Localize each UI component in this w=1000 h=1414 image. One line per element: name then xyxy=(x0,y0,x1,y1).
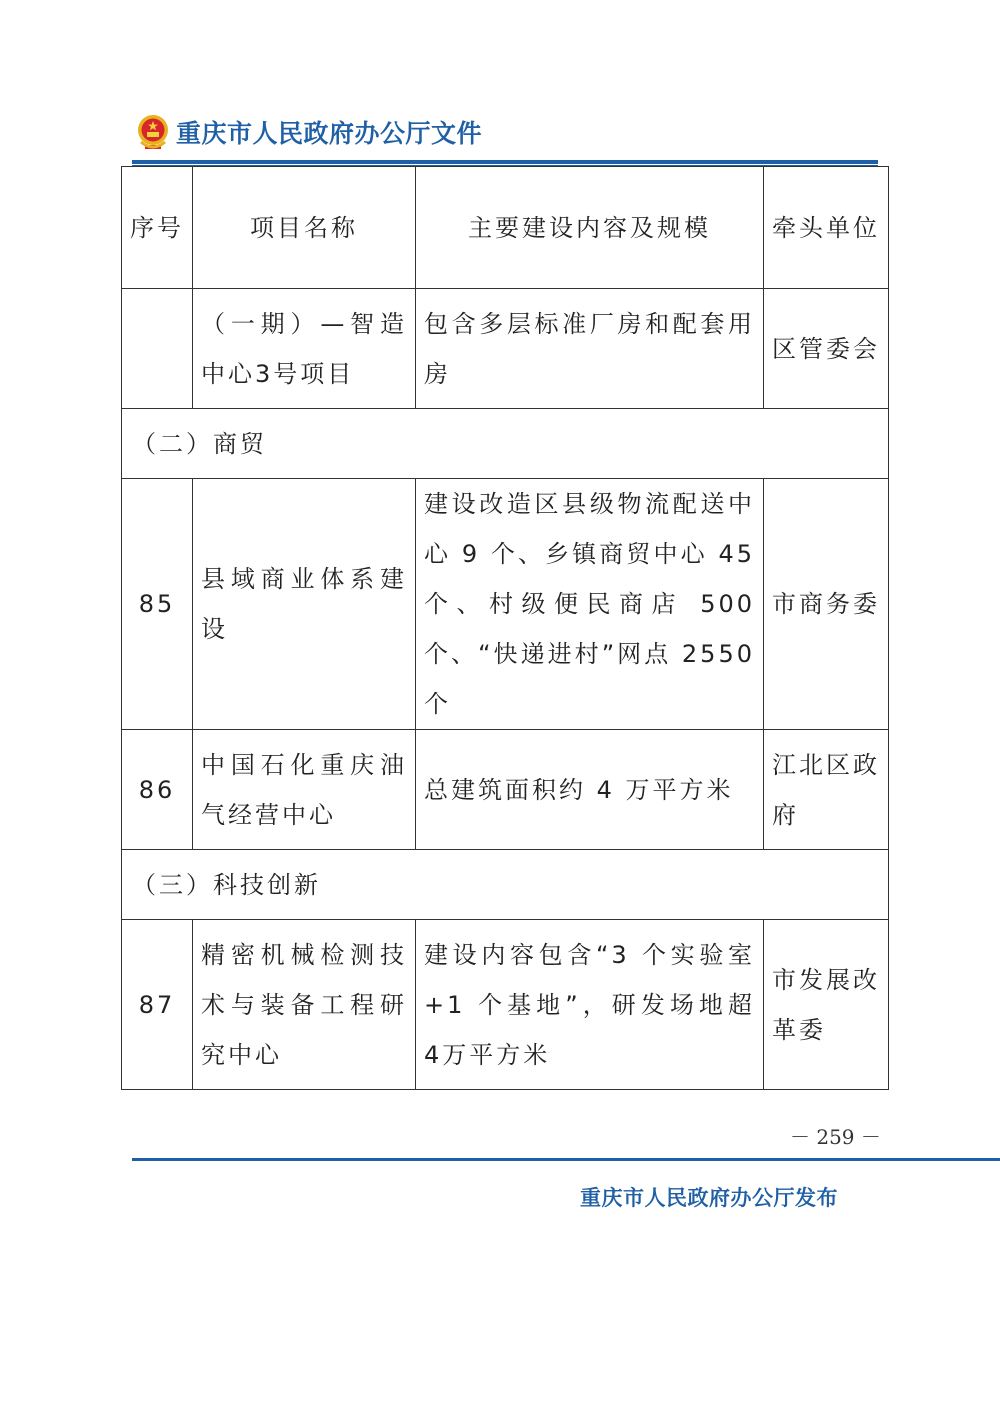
section-row xyxy=(122,409,889,479)
project-table xyxy=(121,166,889,1090)
table-row xyxy=(122,730,889,850)
row-lead: 市发展改革委 xyxy=(764,920,889,1090)
document-header xyxy=(136,110,482,154)
row-name: 县域商业体系建设 xyxy=(193,479,416,730)
row-content: 包含多层标准厂房和配套用房 xyxy=(416,289,764,409)
row-num xyxy=(122,289,193,409)
row-content: 建设内容包含“3 个实验室+1 个基地”，研发场地超 4万平方米 xyxy=(416,920,764,1090)
row-name: 中国石化重庆油气经营中心 xyxy=(193,730,416,850)
header-num: 序号 xyxy=(122,167,193,289)
row-content: 建设改造区县级物流配送中心 9 个、乡镇商贸中心 45个、村级便民商店 500 个、“快递进村”网点 2550 个 xyxy=(416,479,764,730)
footer-publisher: 重庆市人民政府办公厅发布 xyxy=(580,1185,838,1210)
table-header-row xyxy=(122,167,889,289)
header-divider xyxy=(132,160,878,164)
table-row xyxy=(122,289,889,409)
footer-divider xyxy=(132,1158,1000,1161)
national-emblem-icon xyxy=(136,112,170,152)
row-num: 85 xyxy=(122,479,193,730)
table-row xyxy=(122,479,889,730)
page-number: － 259 － xyxy=(790,1125,881,1149)
row-num: 87 xyxy=(122,920,193,1090)
header-lead: 牵头单位 xyxy=(764,167,889,289)
row-lead: 江北区政府 xyxy=(764,730,889,850)
header-content: 主要建设内容及规模 xyxy=(416,167,764,289)
row-lead: 市商务委 xyxy=(764,479,889,730)
row-num: 86 xyxy=(122,730,193,850)
table-row xyxy=(122,920,889,1090)
header-name: 项目名称 xyxy=(193,167,416,289)
row-content: 总建筑面积约 4 万平方米 xyxy=(416,730,764,850)
row-name: 精密机械检测技术与装备工程研究中心 xyxy=(193,920,416,1090)
section-row xyxy=(122,850,889,920)
section-heading: （二）商贸 xyxy=(122,409,889,479)
section-heading: （三）科技创新 xyxy=(122,850,889,920)
row-lead: 区管委会 xyxy=(764,289,889,409)
header-title: 重庆市人民政府办公厅文件 xyxy=(176,119,483,148)
row-name: （一期）—智造中心3号项目 xyxy=(193,289,416,409)
